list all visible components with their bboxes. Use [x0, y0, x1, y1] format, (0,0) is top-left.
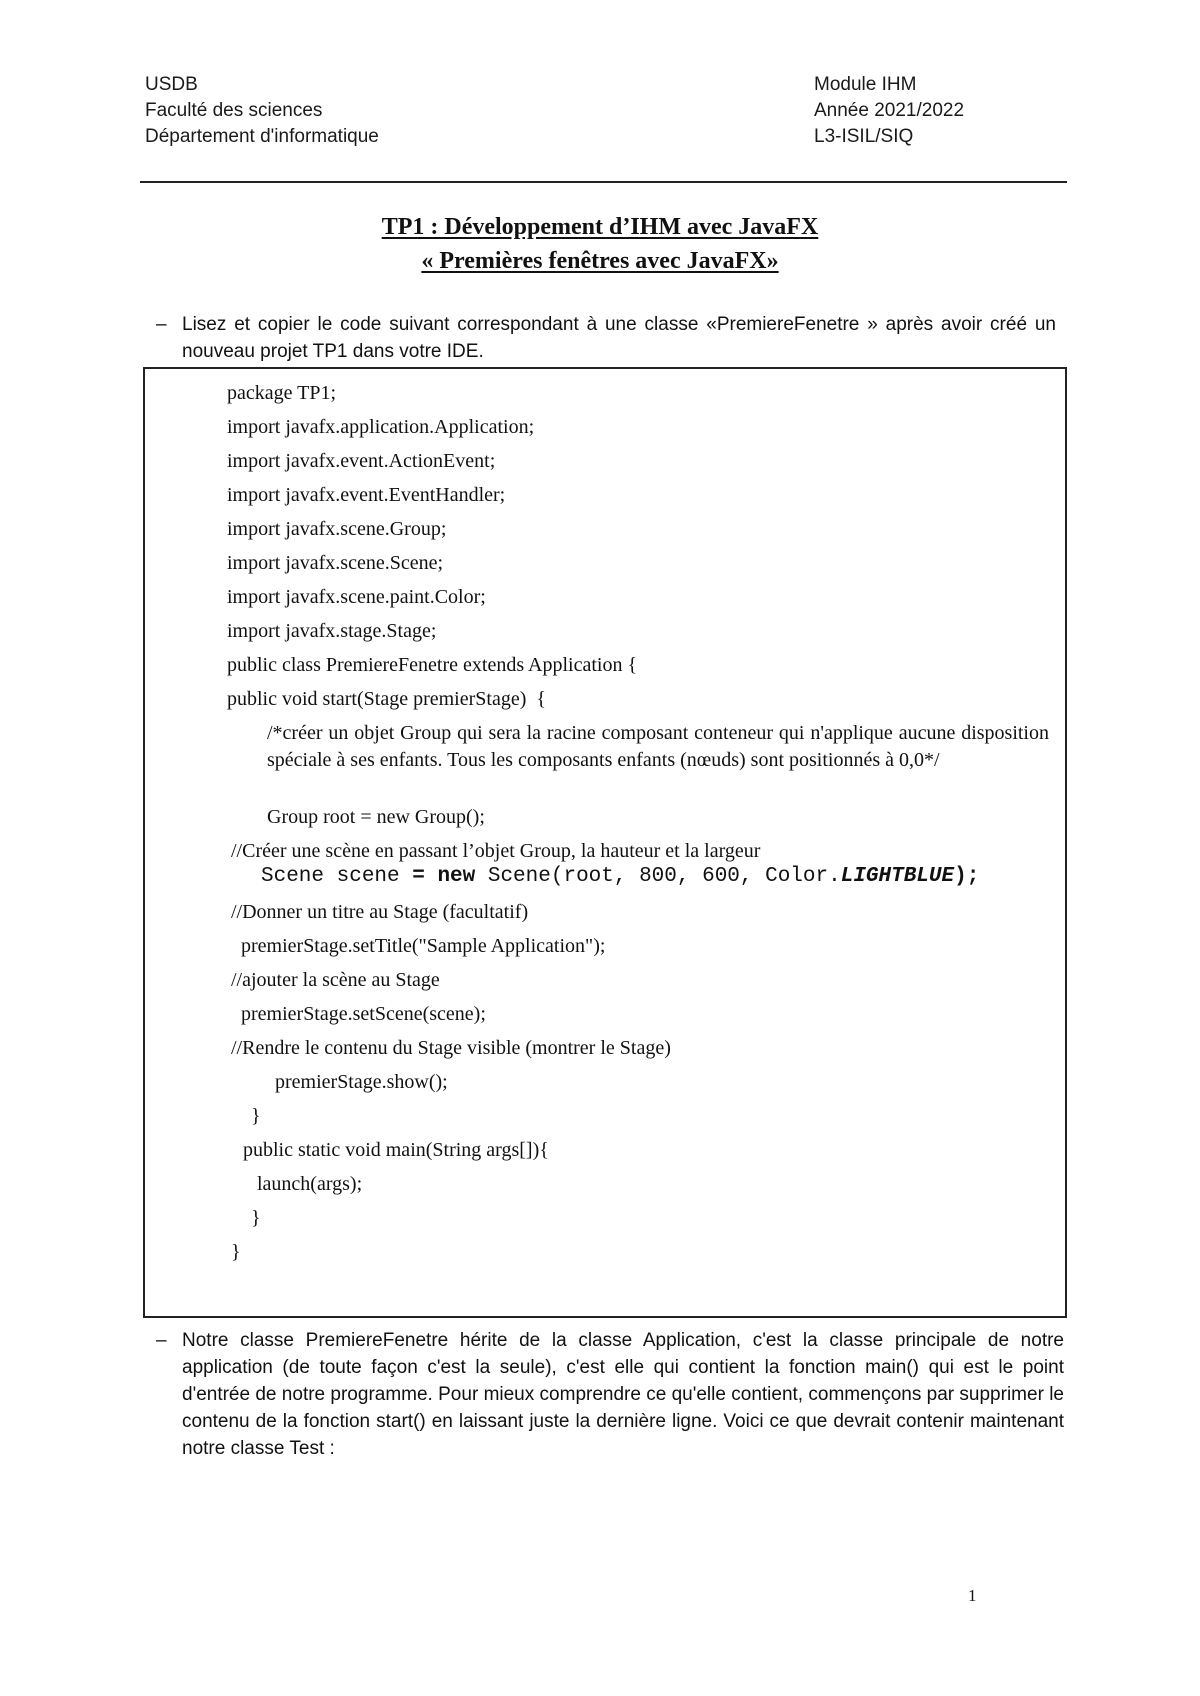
code-line: launch(args);	[257, 1173, 363, 1195]
code-line-scene	[261, 865, 979, 889]
code-line: }	[251, 1207, 261, 1229]
explanation-paragraph	[156, 1327, 1064, 1467]
code-line: premierStage.show();	[275, 1071, 448, 1093]
header-faculty: Faculté des sciences	[145, 100, 323, 121]
header-module: Module IHM	[814, 74, 917, 95]
code-line: premierStage.setTitle("Sample Application");	[241, 935, 606, 957]
code-line: //Créer une scène en passant l’objet Group, la hauteur et la largeur	[231, 840, 761, 862]
explanation-text: Notre classe PremiereFenetre hérite de la classe Application, c'est la classe principale de notre application (de toute façon c'est la seule), c'est elle qui contient la fonction main() qui est le point d'entrée de notre programme. Pour mieux comprendre ce qu'elle contient, commençons par supprimer le contenu de la fonction start() en laissant juste la dernière ligne. Voici ce que devrait contenir maintenant notre classe Test :	[182, 1330, 1064, 1459]
header-divider	[140, 181, 1067, 183]
code-line: package TP1;	[227, 382, 337, 404]
code-line: public void start(Stage premierStage) {	[227, 688, 546, 710]
code-constant: LIGHTBLUE	[840, 865, 955, 888]
intro-paragraph	[156, 311, 1056, 367]
code-line: import javafx.scene.Scene;	[227, 552, 444, 574]
document-title: TP1 : Développement d’IHM avec JavaFX	[381, 214, 819, 240]
header-university: USDB	[145, 74, 198, 95]
code-line: }	[251, 1105, 261, 1127]
code-line: import javafx.event.EventHandler;	[227, 484, 506, 506]
code-keyword: = new	[412, 865, 476, 888]
code-line: import javafx.event.ActionEvent;	[227, 450, 496, 472]
bullet-dash: –	[156, 1330, 167, 1351]
document-subtitle: « Premières fenêtres avec JavaFX»	[421, 248, 779, 274]
code-line: public static void main(String args[]){	[243, 1139, 549, 1161]
code-line: premierStage.setScene(scene);	[241, 1003, 486, 1025]
bullet-dash: –	[156, 314, 167, 335]
code-line: //ajouter la scène au Stage	[231, 969, 440, 991]
code-line: //Donner un titre au Stage (facultatif)	[231, 901, 529, 923]
code-token: Scene scene	[261, 865, 413, 888]
header-course	[814, 72, 964, 150]
code-line: }	[231, 1241, 241, 1263]
code-line: public class PremiereFenetre extends Application {	[227, 654, 638, 676]
code-listing	[143, 367, 1067, 1318]
code-token: );	[954, 865, 980, 888]
code-token: Scene(root, 800, 600, Color.	[475, 865, 841, 888]
code-line: import javafx.scene.Group;	[227, 518, 447, 540]
code-comment: /*créer un objet Group qui sera la racine composant conteneur qui n'applique aucune disposition spéciale à ses enfants. Tous les composants enfants (nœuds) sont positionnés à 0,0*/	[267, 722, 1049, 771]
code-line: Group root = new Group();	[267, 806, 485, 828]
code-line: import javafx.stage.Stage;	[227, 620, 437, 642]
page-number: 1	[968, 1586, 977, 1605]
header-institution	[145, 72, 379, 150]
intro-text: Lisez et copier le code suivant correspondant à une classe «PremiereFenetre » après avoir créé un nouveau projet TP1 dans votre IDE.	[182, 314, 1056, 362]
header-department: Département d'informatique	[145, 126, 379, 147]
code-line: import javafx.scene.paint.Color;	[227, 586, 486, 608]
code-line: //Rendre le contenu du Stage visible (montrer le Stage)	[231, 1037, 671, 1059]
code-line: import javafx.application.Application;	[227, 416, 535, 438]
header-level: L3-ISIL/SIQ	[814, 126, 914, 147]
header-year: Année 2021/2022	[814, 100, 965, 121]
